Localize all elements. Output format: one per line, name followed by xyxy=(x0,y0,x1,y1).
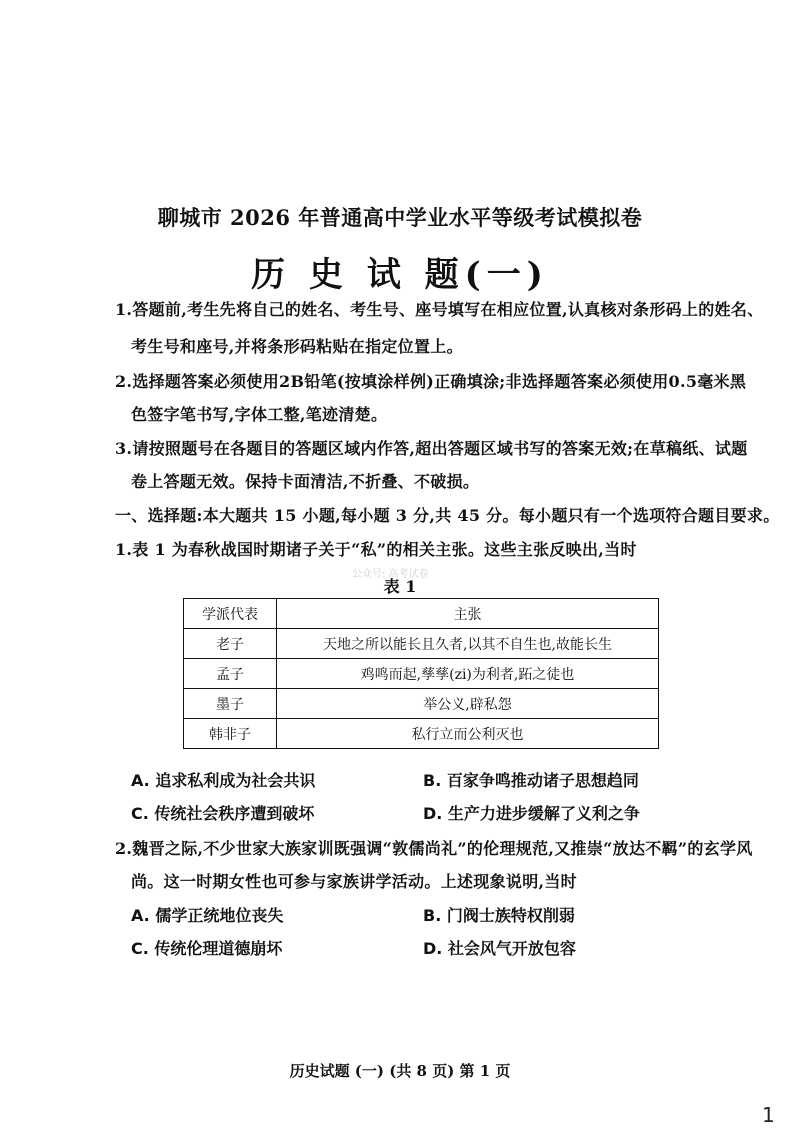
table-cell-claim: 私行立而公利灭也 xyxy=(277,719,659,749)
table-header-row xyxy=(184,599,659,629)
section-heading: 一、选择题:本大题共 15 小题,每小题 3 分,共 45 分。每小题只有一个选项符合题目要求。 xyxy=(115,506,780,525)
table-cell-school: 墨子 xyxy=(184,689,277,719)
instruction-2-line1: 2.选择题答案必须使用2B铅笔(按填涂样例)正确填涂;非选择题答案必须使用0.5毫米黑 xyxy=(115,372,747,391)
table-row xyxy=(184,659,659,689)
table-cell-school: 韩非子 xyxy=(184,719,277,749)
exam-title: 历 史 试 题(一) xyxy=(251,255,549,295)
question-2-option-a: A. 儒学正统地位丧失 xyxy=(131,906,284,925)
table-cell-school: 老子 xyxy=(184,629,277,659)
table-row xyxy=(184,629,659,659)
question-2-stem-line1: 2.魏晋之际,不少世家大族家训既强调“敦儒尚礼”的伦理规范,又推崇“放达不羁”的玄学风 xyxy=(115,839,753,858)
scan-page-number: 1 xyxy=(762,1103,775,1127)
question-1-option-c: C. 传统社会秩序遭到破坏 xyxy=(131,804,315,823)
table-cell-claim: 举公义,辟私怨 xyxy=(277,689,659,719)
question-2-option-d: D. 社会风气开放包容 xyxy=(423,939,576,958)
table-header-school: 学派代表 xyxy=(184,599,277,629)
question-2-option-b: B. 门阀士族特权削弱 xyxy=(423,906,575,925)
question-2-stem-line2: 尚。这一时期女性也可参与家族讲学活动。上述现象说明,当时 xyxy=(131,872,577,891)
table-header-claim: 主张 xyxy=(277,599,659,629)
table-cell-claim: 鸡鸣而起,孳孳(zi)为利者,跖之徒也 xyxy=(277,659,659,689)
question-2-option-c: C. 传统伦理道德崩坏 xyxy=(131,939,283,958)
table-row xyxy=(184,689,659,719)
table-cell-school: 孟子 xyxy=(184,659,277,689)
table-caption: 表 1 xyxy=(383,577,417,596)
table-row xyxy=(184,719,659,749)
instruction-1-line2: 考生号和座号,并将条形码粘贴在指定位置上。 xyxy=(131,337,463,356)
instruction-2-line2: 色签字笔书写,字体工整,笔迹清楚。 xyxy=(131,405,388,424)
watermark-text: 公众号: 高考试卷 xyxy=(352,569,429,580)
question-1-option-d: D. 生产力进步缓解了义利之争 xyxy=(423,804,640,823)
table-1 xyxy=(183,598,659,749)
exam-subtitle: 聊城市 2026 年普通高中学业水平等级考试模拟卷 xyxy=(157,205,643,230)
question-1-option-b: B. 百家争鸣推动诸子思想趋同 xyxy=(423,771,639,790)
table-cell-claim: 天地之所以能长且久者,以其不自生也,故能长生 xyxy=(277,629,659,659)
instruction-1-line1: 1.答题前,考生先将自己的姓名、考生号、座号填写在相应位置,认真核对条形码上的姓名、 xyxy=(115,300,764,319)
instruction-3-line2: 卷上答题无效。保持卡面清洁,不折叠、不破损。 xyxy=(131,472,480,491)
page-footer: 历史试题 (一) (共 8 页) 第 1 页 xyxy=(289,1062,511,1080)
question-1-stem: 1.表 1 为春秋战国时期诸子关于“私”的相关主张。这些主张反映出,当时 xyxy=(115,540,637,559)
instruction-3-line1: 3.请按照题号在各题目的答题区域内作答,超出答题区域书写的答案无效;在草稿纸、试题 xyxy=(115,439,748,458)
question-1-option-a: A. 追求私利成为社会共识 xyxy=(131,771,316,790)
